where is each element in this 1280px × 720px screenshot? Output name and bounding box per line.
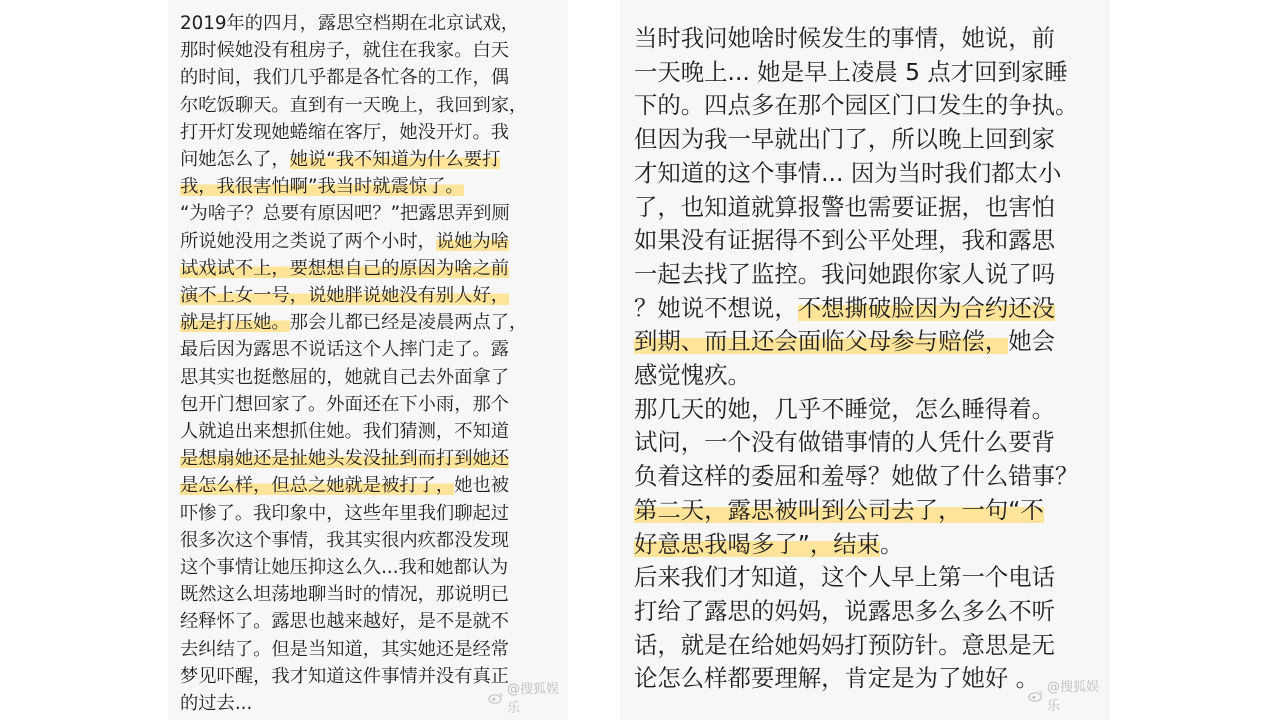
text-line bbox=[180, 581, 527, 608]
text-segment: 她也被 bbox=[454, 475, 510, 497]
text-line bbox=[180, 173, 527, 200]
text-line bbox=[634, 426, 1078, 460]
text-line bbox=[180, 309, 527, 336]
text-segment: 思其实也挺憋屈的，她就自己去外面拿了 bbox=[180, 366, 510, 388]
text-line bbox=[180, 445, 527, 472]
text-line bbox=[634, 393, 1078, 427]
weibo-icon bbox=[1028, 689, 1044, 702]
right-body-text bbox=[634, 22, 1078, 696]
highlighted-text: 不想撕破脸因为合约还没 bbox=[797, 293, 1056, 322]
text-line bbox=[180, 527, 527, 554]
text-segment: 人就追出来想抓住她。我们猜测，不知道 bbox=[180, 421, 510, 443]
text-line bbox=[634, 22, 1078, 56]
text-segment: 但因为我一早就出门了，所以晚上回到家 bbox=[634, 125, 1056, 154]
text-line bbox=[180, 636, 527, 663]
text-segment: 包开门想回家了。外面还在下小雨，那个 bbox=[180, 393, 510, 415]
text-segment: 2019年的四月，露思空档期在北京试戏， bbox=[180, 13, 520, 34]
highlighted-text: 演不上女一号，说她胖说她没有别人好， bbox=[180, 285, 510, 307]
text-line bbox=[180, 10, 527, 37]
text-segment: 话，就是在给她妈妈打预防针。意思是无 bbox=[634, 630, 1056, 659]
text-segment: 最后因为露思不说话这个人摔门走了。露 bbox=[180, 339, 510, 361]
text-line bbox=[634, 56, 1078, 90]
text-line bbox=[634, 325, 1078, 359]
left-watermark-text: @搜狐娱乐 bbox=[507, 682, 560, 716]
text-segment: 的时间，我们几乎都是各忙各的工作，偶 bbox=[180, 67, 510, 89]
weibo-icon bbox=[488, 691, 504, 704]
text-segment: 一天晚上... 她是早上凌晨 5 点才回到家睡 bbox=[634, 57, 1068, 86]
text-segment: 去纠结了。但是当知道，其实她还是经常 bbox=[180, 638, 510, 660]
text-segment: 当时我问她啥时候发生的事情，她说，前 bbox=[634, 24, 1056, 52]
text-segment: 打给了露思的妈妈，说露思多么多么不听 bbox=[634, 596, 1056, 625]
text-line bbox=[634, 528, 1078, 562]
text-segment: 所说她没用之类说了两个小时， bbox=[180, 230, 436, 252]
text-segment: 下的。四点多在那个园区门口发生的争执。 bbox=[634, 91, 1079, 120]
highlighted-text: 我，我很害怕啊”我当时就震惊了。 bbox=[180, 176, 464, 198]
text-segment: 问她怎么了， bbox=[180, 149, 290, 171]
text-segment: 。 bbox=[880, 529, 904, 558]
text-line bbox=[180, 146, 527, 173]
text-line bbox=[180, 663, 527, 690]
text-line bbox=[634, 258, 1078, 292]
right-watermark bbox=[1028, 676, 1110, 714]
text-line bbox=[180, 554, 527, 581]
text-line bbox=[180, 364, 527, 391]
text-segment: 试问，一个没有做错事情的人凭什么要背 bbox=[634, 428, 1056, 457]
text-line bbox=[634, 123, 1078, 157]
highlighted-text: 她说“我不知道为什么要打 bbox=[289, 149, 501, 171]
text-line bbox=[180, 255, 527, 282]
highlighted-text: 说她为啥 bbox=[435, 230, 510, 252]
highlighted-text: 试戏试不上，要想想自己的原因为啥之前 bbox=[180, 257, 510, 279]
text-line bbox=[634, 359, 1078, 393]
left-watermark bbox=[488, 678, 568, 716]
text-segment: 梦见吓醒，我才知道这件事情并没有真正 bbox=[180, 665, 510, 687]
text-line bbox=[634, 629, 1078, 663]
highlighted-text: 到期、而且还会面临父母参与赔偿， bbox=[634, 327, 1009, 356]
text-line bbox=[634, 191, 1078, 225]
highlighted-text: 好意思我喝多了”，结束 bbox=[634, 529, 881, 558]
text-line bbox=[634, 157, 1078, 191]
text-line bbox=[180, 282, 527, 309]
text-line bbox=[634, 494, 1078, 528]
text-line bbox=[180, 608, 527, 635]
text-segment: 感觉愧疚。 bbox=[634, 361, 751, 390]
text-segment: 才知道的这个事情... 因为当时我们都太小 bbox=[634, 158, 1062, 187]
text-segment: 她会 bbox=[1008, 327, 1056, 356]
text-segment: 负着这样的委屈和羞辱？她做了什么错事？ bbox=[634, 462, 1079, 491]
text-line bbox=[180, 228, 527, 255]
text-segment: 这个事情让她压抑这么久...我和她都认为 bbox=[180, 557, 509, 579]
text-segment: 一起去找了监控。我问她跟你家人说了吗 bbox=[634, 259, 1056, 288]
text-segment: 后来我们才知道，这个人早上第一个电话 bbox=[634, 563, 1056, 592]
right-watermark-text: @搜狐娱乐 bbox=[1047, 680, 1100, 714]
text-line bbox=[634, 595, 1078, 629]
left-body-text bbox=[180, 10, 527, 717]
highlighted-text: 第二天，露思被叫到公司去了，一句“不 bbox=[634, 495, 1044, 524]
text-line bbox=[634, 224, 1078, 258]
text-segment: 经释怀了。露思也越来越好，是不是就不 bbox=[180, 611, 510, 633]
text-segment: 吓惨了。我印象中，这些年里我们聊起过 bbox=[180, 502, 510, 524]
text-line bbox=[634, 460, 1078, 494]
text-segment: “为啥子？总要有原因吧？”把露思弄到厕 bbox=[180, 203, 510, 225]
text-segment: 尔吃饭聊天。直到有一天晚上，我回到家， bbox=[180, 94, 528, 116]
highlighted-text: 就是打压她。 bbox=[180, 312, 290, 334]
highlighted-text: 是怎么样，但总之她就是被打了， bbox=[180, 475, 455, 497]
text-line bbox=[634, 292, 1078, 326]
text-segment: 论怎么样都要理解，肯定是为了她好 。 bbox=[634, 664, 1040, 693]
text-segment: 那几天的她，几乎不睡觉，怎么睡得着。 bbox=[634, 394, 1056, 423]
text-line bbox=[180, 500, 527, 527]
text-line bbox=[180, 37, 527, 64]
text-line bbox=[180, 391, 527, 418]
text-line bbox=[180, 418, 527, 445]
text-segment: 打开灯发现她蜷缩在客厅，她没开灯。我 bbox=[180, 121, 510, 143]
text-line bbox=[634, 662, 1078, 696]
left-page bbox=[168, 0, 568, 720]
text-line bbox=[634, 561, 1078, 595]
text-segment: 如果没有证据得不到公平处理，我和露思 bbox=[634, 226, 1056, 255]
text-line bbox=[180, 119, 527, 146]
highlighted-text: 是想扇她还是扯她头发没扯到而打到她还 bbox=[180, 448, 510, 470]
text-line bbox=[180, 336, 527, 363]
text-line bbox=[634, 89, 1078, 123]
text-segment: ？她说不想说， bbox=[634, 293, 798, 322]
text-line bbox=[180, 690, 527, 717]
text-line bbox=[180, 472, 527, 499]
text-segment: 那时候她没有租房子，就住在我家。白天 bbox=[180, 40, 510, 62]
right-page bbox=[620, 0, 1110, 720]
text-line bbox=[180, 200, 527, 227]
text-line bbox=[180, 64, 527, 91]
text-segment: 了，也知道就算报警也需要证据，也害怕 bbox=[634, 192, 1056, 221]
text-segment: 的过去... bbox=[180, 693, 253, 715]
text-line bbox=[180, 92, 527, 119]
text-segment: 很多次这个事情，我其实很内疚都没发现 bbox=[180, 529, 510, 551]
text-segment: 既然这么坦荡地聊当时的情况，那说明已 bbox=[180, 584, 510, 606]
text-segment: 那会儿都已经是凌晨两点了， bbox=[289, 312, 528, 334]
